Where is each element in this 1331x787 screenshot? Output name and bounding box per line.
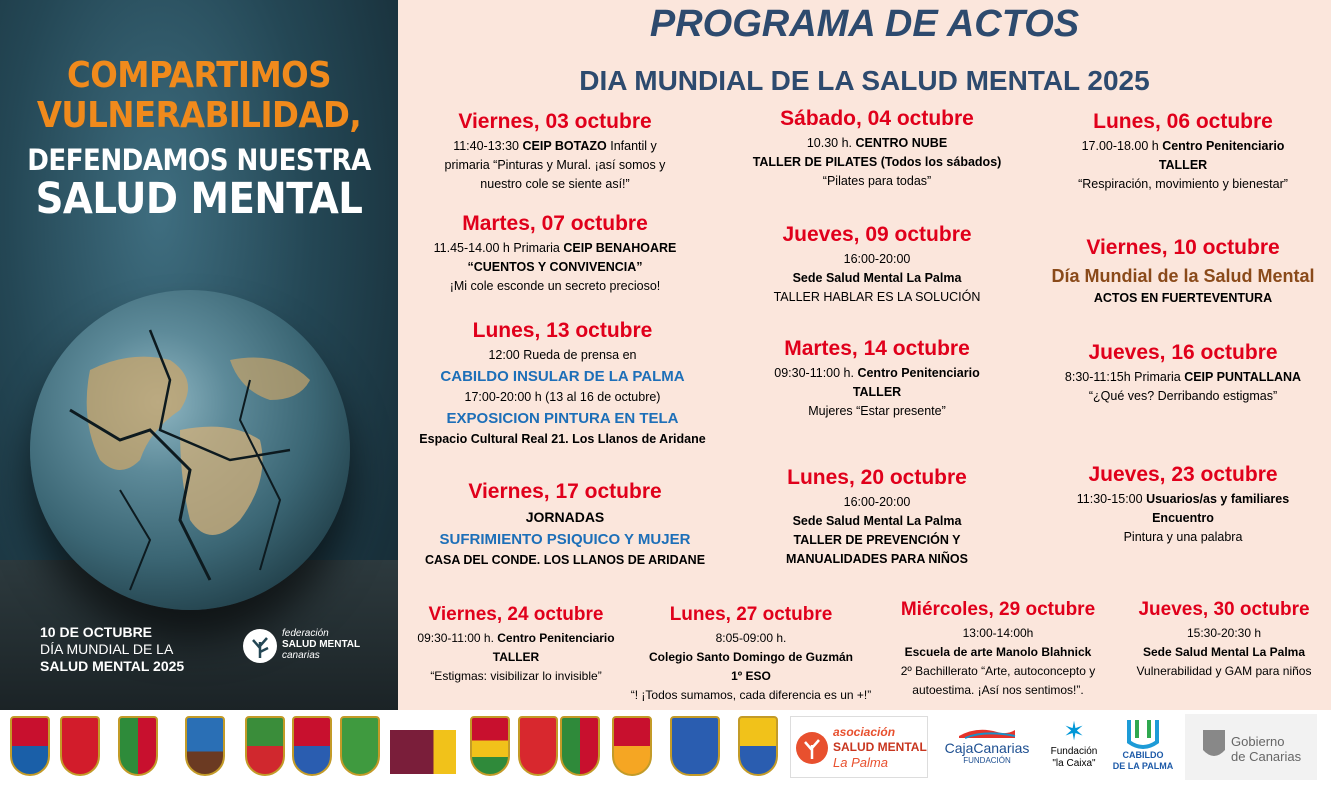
sponsor-logo-strip xyxy=(0,710,1331,787)
municipal-shield-icon xyxy=(470,716,510,776)
page-title: PROGRAMA DE ACTOS xyxy=(649,3,1080,45)
municipal-shield-icon xyxy=(738,716,778,776)
cajacanarias-wave-icon xyxy=(957,726,1017,740)
poster-footer-line3: SALUD MENTAL 2025 xyxy=(40,658,185,674)
la-caixa-star-icon: ✶ xyxy=(1063,716,1085,746)
municipal-shield-icon xyxy=(10,716,50,776)
federation-logo-icon xyxy=(242,628,278,664)
event-13-octubre: Lunes, 13 octubre 12:00 Rueda de prensa en CABILDO INSULAR DE LA PALMA 17:00-20:00 h (13 al 16 de octubre) EXPOSICION PINTURA EN TELA Espacio Cultural Real 21. Los Llanos de Aridane xyxy=(419,319,706,446)
event-27-octubre: Lunes, 27 octubre 8:05-09:00 h. Colegio Santo Domingo de Guzmán 1º ESO “! ¡Todos sumamos, cada diferencia es un +!” xyxy=(630,604,872,702)
poster-headline-1: COMPARTIMOS xyxy=(66,55,332,96)
municipal-shield-icon xyxy=(670,716,720,776)
gobierno-de-canarias-logo: Gobierno de Canarias xyxy=(1185,714,1317,780)
cajacanarias-logo: CajaCanarias FUNDACIÓN xyxy=(936,716,1038,778)
event-24-octubre: Viernes, 24 octubre 09:30-11:00 h. Centro Penitenciario TALLER “Estigmas: visibilizar lo invisible” xyxy=(417,604,615,683)
municipal-shield-icon xyxy=(292,716,332,776)
municipal-shield-icon xyxy=(185,716,225,776)
page-subtitle: DIA MUNDIAL DE LA SALUD MENTAL 2025 xyxy=(579,65,1150,96)
event-20-octubre: Lunes, 20 octubre 16:00-20:00 Sede Salud Mental La Palma TALLER DE PREVENCIÓN Y MANUALIDADES PARA NIÑOS xyxy=(786,466,968,566)
poster-footer-line2: DÍA MUNDIAL DE LA xyxy=(40,641,174,657)
municipal-shield-icon xyxy=(518,716,558,776)
poster-headline-3: DEFENDAMOS NUESTRA xyxy=(27,143,371,177)
municipal-shield-icon xyxy=(245,716,285,776)
poster-footer-date: 10 DE OCTUBRE xyxy=(40,624,153,640)
asociacion-salud-mental-la-palma-logo: asociación SALUD MENTAL La Palma xyxy=(790,716,928,778)
event-23-octubre: Jueves, 23 octubre 11:30-15:00 Usuarios/as y familiares Encuentro Pintura y una palabra xyxy=(1076,463,1290,544)
poster-image xyxy=(0,0,398,710)
municipal-shield-icon xyxy=(118,716,158,776)
event-10-octubre: Viernes, 10 octubre Día Mundial de la Salud Mental ACTOS EN FUERTEVENTURA xyxy=(1051,236,1315,305)
flag-icon xyxy=(390,730,456,774)
event-09-octubre: Jueves, 09 octubre 16:00-20:00 Sede Salud Mental La Palma TALLER HABLAR ES LA SOLUCIÓN xyxy=(773,223,981,304)
poster-headline-2: VULNERABILIDAD, xyxy=(36,95,362,136)
municipal-shield-icon xyxy=(340,716,380,776)
municipal-shield-icon xyxy=(560,716,600,776)
municipal-shield-icon xyxy=(612,716,652,776)
event-30-octubre: Jueves, 30 octubre 15:30-20:30 h Sede Salud Mental La Palma Vulnerabilidad y GAM para niños xyxy=(1136,599,1312,678)
event-17-octubre: Viernes, 17 octubre JORNADAS SUFRIMIENTO PSIQUICO Y MUJER CASA DEL CONDE. LOS LLANOS DE ARIDANE xyxy=(424,480,706,567)
gobierno-shield-icon xyxy=(1201,728,1227,764)
event-16-octubre: Jueves, 16 octubre 8:30-11:15h Primaria CEIP PUNTALLANA “¿Qué ves? Derribando estigmas” xyxy=(1064,341,1302,403)
federation-name: federación SALUD MENTAL canarias xyxy=(282,628,361,661)
poster-headline-4: SALUD MENTAL xyxy=(35,174,363,224)
event-29-octubre: Miércoles, 29 octubre 13:00-14:00h Escuela de arte Manolo Blahnick 2º Bachillerato “Arte, autoconcepto y autoestima. ¡Así nos sentimos!”. xyxy=(900,599,1096,697)
event-07-octubre: Martes, 07 octubre 11.45-14.00 h Primaria CEIP BENAHOARE “CUENTOS Y CONVIVENCIA” ¡Mi cole esconde un secreto precioso! xyxy=(433,212,677,293)
cabildo-emblem-icon xyxy=(1123,716,1163,750)
event-04-octubre: Sábado, 04 octubre 10.30 h. CENTRO NUBE TALLER DE PILATES (Todos los sábados) “Pilates para todas” xyxy=(752,107,1002,188)
cracked-globe-illustration xyxy=(30,290,350,610)
municipal-shield-icon xyxy=(60,716,100,776)
event-14-octubre: Martes, 14 octubre 09:30-11:00 h. Centro Penitenciario TALLER Mujeres “Estar presente” xyxy=(774,337,980,418)
fundacion-la-caixa-logo: ✶ Fundación "la Caixa" xyxy=(1047,716,1101,782)
event-03-octubre: Viernes, 03 octubre 11:40-13:30 CEIP BOTAZO Infantil y primaria “Pinturas y Mural. ¡así somos y nuestro cole se siente así!” xyxy=(444,110,666,191)
asociacion-tree-icon xyxy=(795,731,829,765)
cabildo-la-palma-logo: CABILDO DE LA PALMA xyxy=(1110,716,1176,782)
event-06-octubre: Lunes, 06 octubre 17.00-18.00 h Centro Penitenciario TALLER “Respiración, movimiento y bienestar” xyxy=(1078,110,1288,191)
globe-cracks xyxy=(30,290,350,610)
